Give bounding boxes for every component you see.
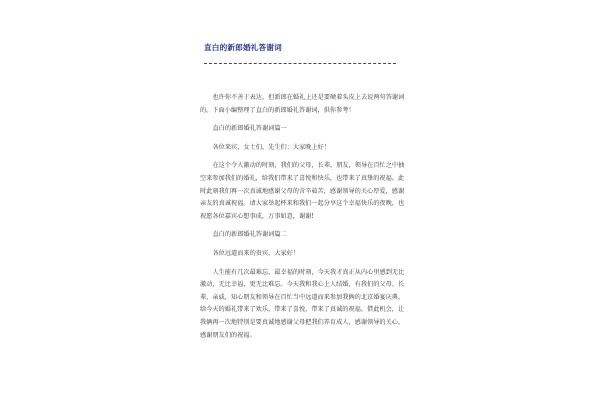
document-title: 直白的新郎婚礼答谢词 [204, 43, 282, 52]
section-heading-1: 直白的新郎婚礼答谢词篇一 [212, 125, 287, 133]
document-body [200, 92, 408, 342]
body-paragraph-1: 在这个令人激动的时刻，我们的父母，长辈，朋友，领导在百忙之中抽空来参加我们的婚礼，给我们带来了喜悦和快乐，也带来了真挚的祝福。此时此刻我们再一次真诚地感谢父母的含辛茹苦，感谢领导的关心厚爱，感谢亲友的真诚祝福。请大家举起杯来和我们一起分享这个幸福快乐的夜晚，也祝愿各位嘉宾心想事成，万事如意，谢谢! [200, 162, 405, 220]
greeting-2: 各位远道而来的贵宾，大家好！ [212, 249, 300, 257]
section-heading-2: 直白的新郎婚礼答谢词篇二 [212, 231, 287, 239]
greeting-1: 各位来宾，女士们，先生们：大家晚上好！ [212, 143, 331, 151]
title-divider [204, 63, 396, 64]
intro-paragraph: 也许你不善于表达，但新郎在婚礼上还是要硬着头皮上去说两句答谢词的。下面小编整理了直白的新郎婚礼答谢词，供你参考！ [200, 94, 405, 114]
body-paragraph-2: 人生能有几次最难忘，最幸福的时刻，今天我才真正从内心里感到无比激动，无比幸福，更无比难忘。今天我和我心上人结婚，有我们的父母、长辈、亲戚，知心朋友和领导在百忙当中远道而来参加我俩的北京婚宴庆典，给今天的婚礼带来了欢乐，带来了喜悦，带来了真诚的祝福。借此机会，让我俩再一次地特别是要真诚地感谢父母把我们养育成人，感谢领导的关心，感谢朋友们的祝福。 [200, 268, 405, 339]
